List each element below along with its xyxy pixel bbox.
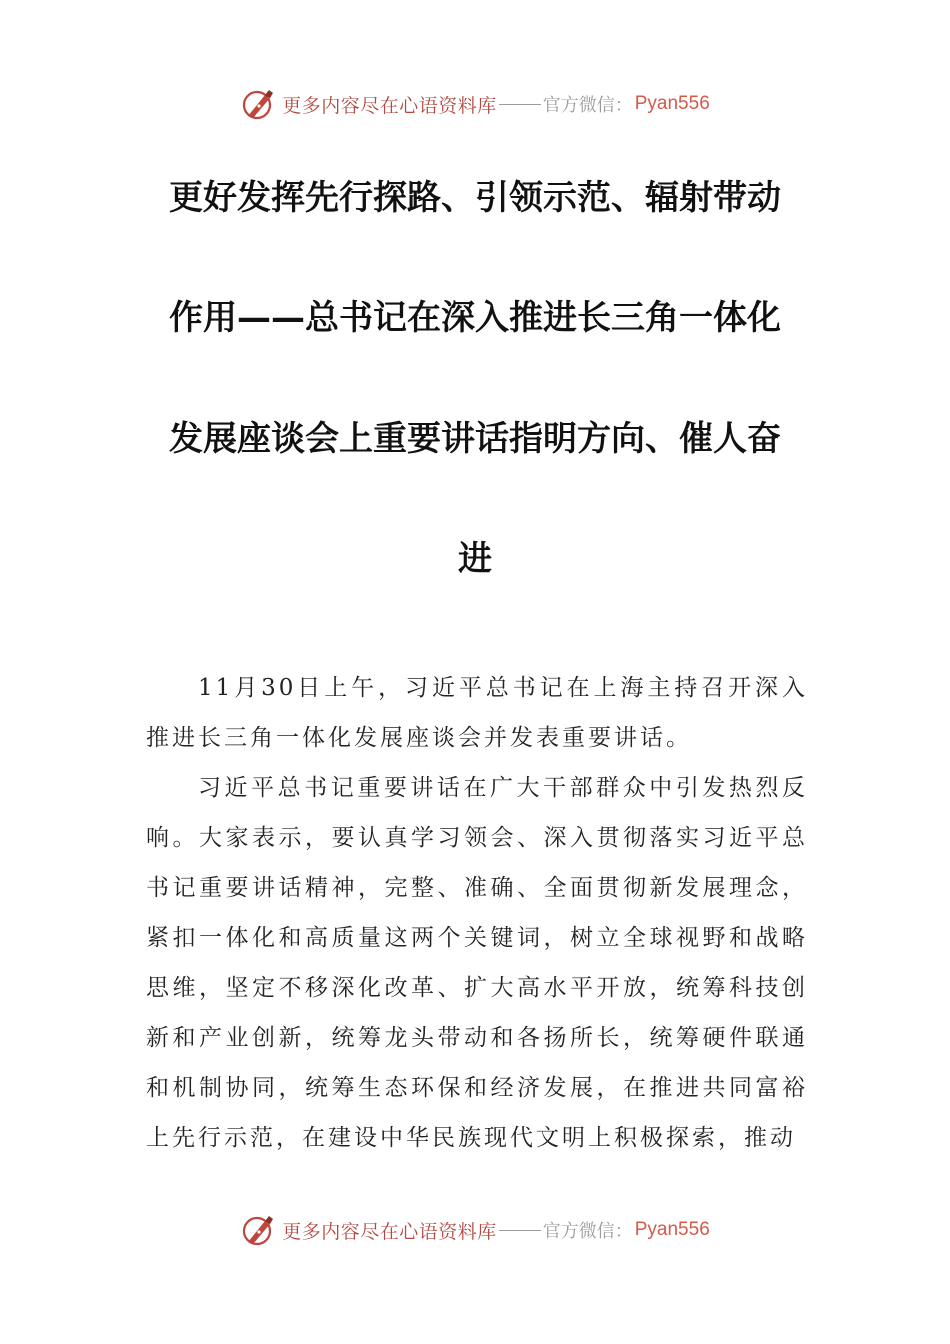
paragraph-1: 11月30日上午，习近平总书记在上海主持召开深入推进长三角一体化发展座谈会并发表重要讲话。: [146, 675, 808, 751]
footer-watermark: [0, 1210, 950, 1250]
watermark-main-text: 更多内容尽在心语资料库: [282, 94, 497, 117]
title-line-2: 作用——总书记在深入推进长三角一体化: [169, 298, 781, 338]
watermark-wechat-id: Pyan556: [634, 93, 710, 114]
watermark-sub-text: 官方微信：: [542, 1221, 633, 1242]
paragraph-2: 习近平总书记重要讲话在广大干部群众中引发热烈反响。大家表示，要认真学习领会、深入贯彻落实习近平总书记重要讲话精神，完整、准确、全面贯彻新发展理念，紧扣一体化和高质量这两个关键词，树立全球视野和战略思维，坚定不移深化改革、扩大高水平开放，统筹科技创新和产业创新，统筹龙头带动和各扬所长，统筹硬件联通和机制协同，统筹生态环保和经济发展，在推进共同富裕上先行示范，在建设中华民族现代文明上积极探索，推动: [146, 775, 808, 1151]
title-line-3: 发展座谈会上重要讲话指明方向、催人奋: [169, 419, 781, 459]
watermark-dash: [499, 1230, 541, 1231]
pen-nib-logo-icon: [240, 1212, 276, 1248]
watermark-wechat-id: Pyan556: [634, 1219, 710, 1240]
watermark-main-text: 更多内容尽在心语资料库: [282, 1220, 497, 1243]
pen-nib-logo-icon: [240, 86, 276, 122]
title-line-4: 进: [458, 539, 492, 579]
watermark-dash: [499, 104, 541, 105]
watermark-sub-text: 官方微信：: [542, 95, 633, 116]
title-line-1: 更好发挥先行探路、引领示范、辐射带动: [169, 178, 781, 218]
header-watermark: [0, 84, 950, 124]
